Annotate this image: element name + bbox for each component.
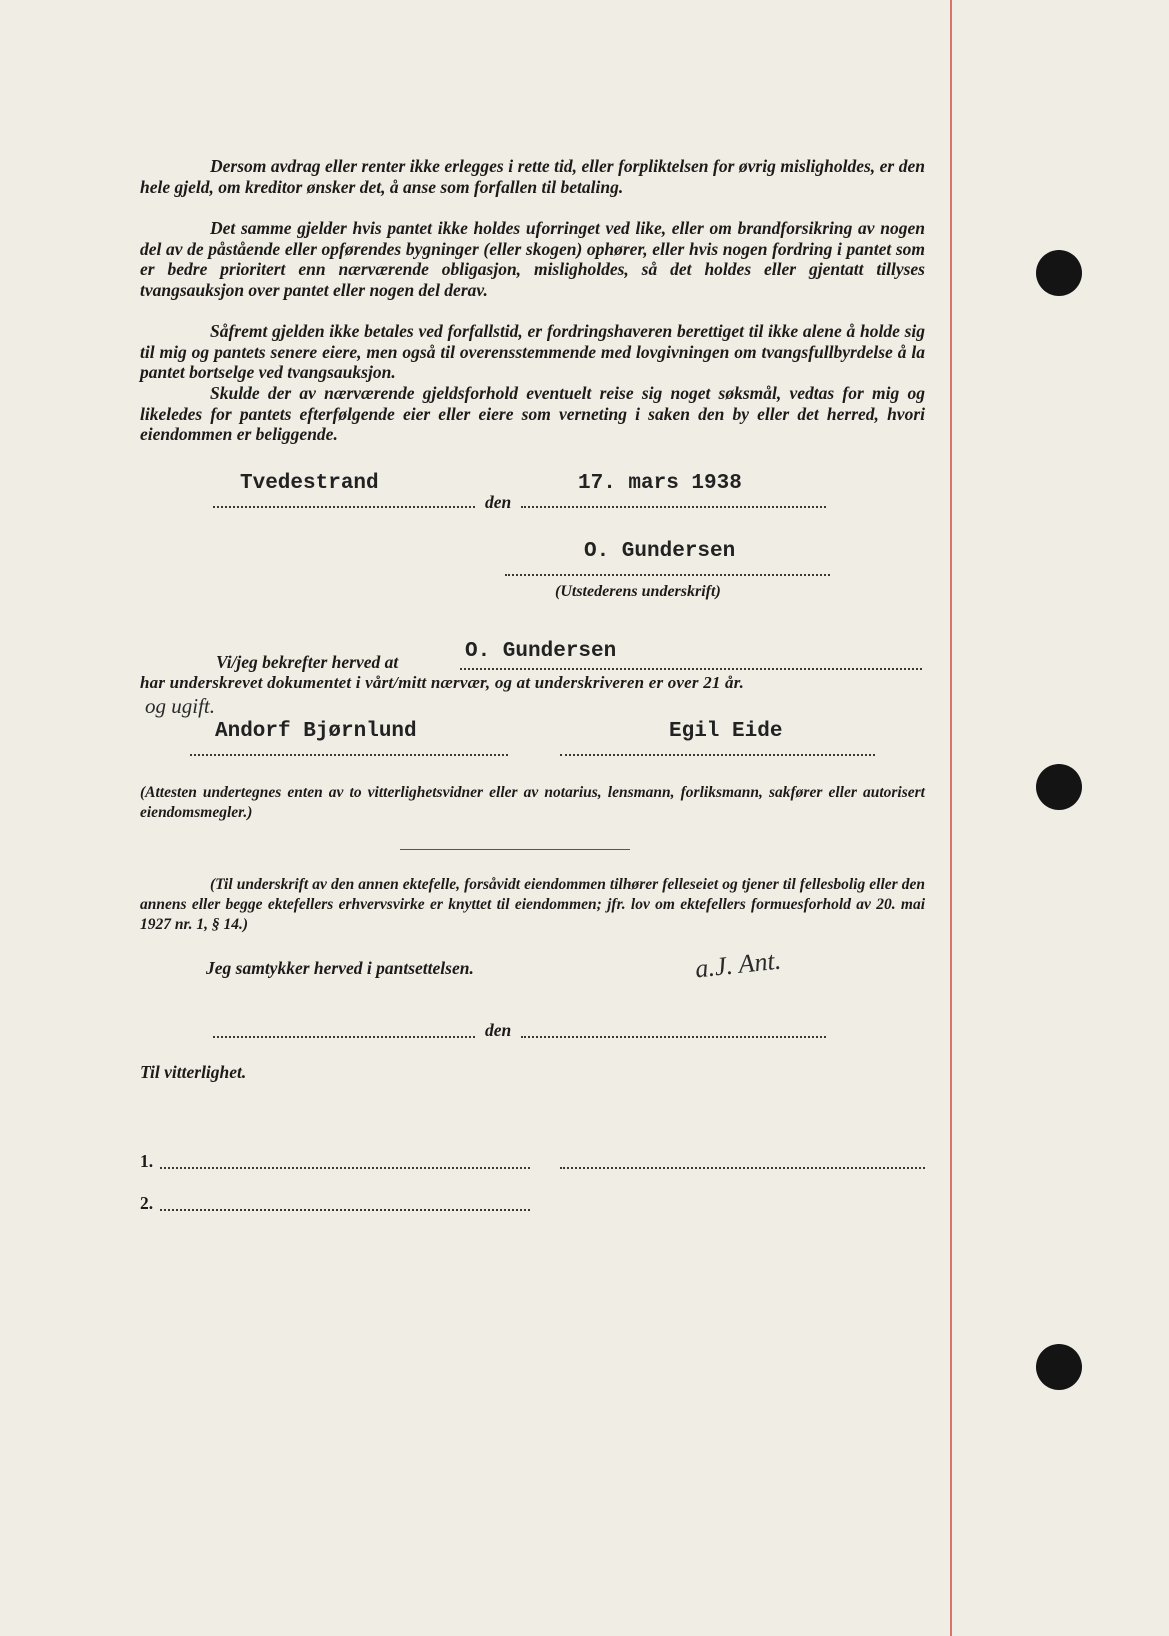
witness-one-dotted-line xyxy=(190,754,508,756)
attest-note: (Attesten undertegnes enten av to vitterlighetsvidner eller av notarius, lensmann, forliksmann, sakfører eller autorisert eiendomsmegler.) xyxy=(140,784,925,821)
paragraph-condition: Det samme gjelder hvis pantet ikke holdes uforringet ved like, eller om brandforsikring av nogen del av de påstående eller opførendes bygninger (eller skogen) ophører, eller hvis nogen fordring i pantet som er bedre prioritert enn nærværende obligasjon, misligholdes, så det holdes eller gjentatt tillyses tvangsauksjon over pantet eller nogen del derav. xyxy=(140,218,925,300)
witness-two-name: Egil Eide xyxy=(669,720,783,743)
signature-dotted-line xyxy=(505,574,830,576)
witness-one-name: Andorf Bjørnlund xyxy=(215,720,417,743)
date-value: 17. mars 1938 xyxy=(578,472,742,495)
attest-line-2-dotted-line xyxy=(160,1209,530,1211)
attest-label: Til vitterlighet. xyxy=(140,1062,247,1082)
handwritten-mark: a.J. Ant. xyxy=(693,945,783,984)
consent-date-dotted-line xyxy=(521,1036,826,1038)
spouse-note: (Til underskrift av den annen ektefelle, forsåvidt eiendommen tilhører felleseiet og tjener til fellesbolig eller den annens eller begge ektefellers erhvervsvirke er knyttet til eiendommen; jfr. lov om ektefellers formuesforhold av 20. mai 1927 nr. 1, § 14.) xyxy=(140,876,925,933)
confirm-dotted-line xyxy=(460,668,922,670)
signature-caption: (Utstederens underskrift) xyxy=(555,583,721,600)
punch-hole xyxy=(1036,250,1082,296)
paragraph-venue: Skulde der av nærværende gjeldsforhold eventuelt reise sig noget søksmål, vedtas for mig og likeledes for pantets efterfølgende eier eller eiere som verneting i saken den by eller det herred, hvori eiendommen er beliggende. xyxy=(140,383,925,445)
attest-line-1-dotted-right xyxy=(560,1167,925,1169)
attest-line-1-dotted-left xyxy=(160,1167,530,1169)
confirm-text: har underskrevet dokumentet i vårt/mitt nærvær, og at underskriveren er over 21 år. xyxy=(140,673,745,692)
consent-den-label: den xyxy=(485,1020,512,1040)
consent-place-dotted-line xyxy=(213,1036,475,1038)
section-divider xyxy=(400,849,630,850)
paragraph-enforcement: Såfremt gjelden ikke betales ved forfallstid, er fordringshaveren berettiget til ikke alene å holde sig til mig og pantets senere eiere, men også til overensstemmende med lovgivningen om tvangsfullbyrdelse å la pantet bortselge ved tvangsauksjon. xyxy=(140,321,925,383)
date-dotted-line xyxy=(521,506,826,508)
punch-hole xyxy=(1036,764,1082,810)
den-label: den xyxy=(485,492,512,512)
witness-two-dotted-line xyxy=(560,754,875,756)
place-dotted-line xyxy=(213,506,475,508)
confirm-label: Vi/jeg bekrefter herved at xyxy=(216,652,399,672)
margin-rule xyxy=(950,0,952,1636)
punch-hole xyxy=(1036,1344,1082,1390)
attest-line-2-number: 2. xyxy=(140,1193,154,1213)
attest-line-1-number: 1. xyxy=(140,1151,154,1171)
place-value: Tvedestrand xyxy=(240,472,379,495)
issuer-signature: O. Gundersen xyxy=(584,540,736,563)
paragraph-default: Dersom avdrag eller renter ikke erlegges i rette tid, eller forpliktelsen for øvrig misligholdes, er den hele gjeld, om kreditor ønsker det, å anse som forfallen til betaling. xyxy=(140,156,925,197)
confirm-name: O. Gundersen xyxy=(465,640,617,663)
handwritten-note: og ugift. xyxy=(145,694,216,718)
consent-text: Jeg samtykker herved i pantsettelsen. xyxy=(206,958,474,978)
